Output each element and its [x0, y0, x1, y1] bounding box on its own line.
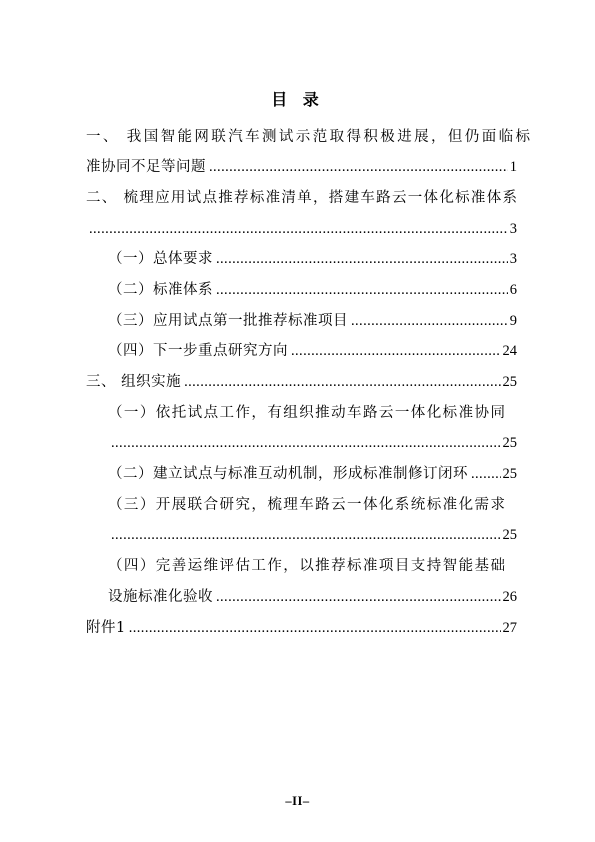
toc-entry-text: （二）标准体系 [108, 281, 213, 298]
dot-leader [351, 306, 508, 337]
table-of-contents [86, 122, 530, 644]
toc-page-number: 24 [502, 343, 517, 360]
toc-page-number: 25 [502, 527, 517, 544]
toc-page-number: 26 [502, 588, 517, 605]
dot-leader [89, 214, 508, 245]
dot-leader [209, 152, 508, 183]
toc-page-number: 27 [502, 619, 517, 636]
toc-entry-text: （四）完善运维评估工作，以推荐标准项目支持智能基础 [108, 558, 505, 575]
toc-entry-12 [86, 613, 517, 644]
toc-page-number: 3 [509, 220, 517, 237]
page-number-footer: –II– [285, 794, 310, 808]
dot-leader [291, 336, 501, 367]
toc-page-number: 9 [509, 312, 517, 329]
dot-leader [111, 520, 501, 551]
toc-entry-text: 二、 梳理应用试点推荐标准清单，搭建车路云一体化标准体系 [86, 189, 517, 206]
toc-entry-text-continued: 设施标准化验收 [108, 588, 213, 605]
toc-entry-text: （四）下一步重点研究方向 [108, 343, 288, 360]
toc-page-number: 25 [502, 466, 517, 483]
dot-leader [111, 428, 501, 459]
toc-entry-9 [86, 459, 517, 490]
toc-entry-3 [86, 244, 517, 275]
toc-page-number: 25 [502, 435, 517, 452]
dot-leader [216, 244, 508, 275]
toc-entry-text: 三、 组织实施 [86, 374, 182, 390]
toc-entry-text: （三）应用试点第一批推荐标准项目 [108, 312, 348, 329]
toc-entry-11 [86, 551, 517, 612]
toc-page-number: 6 [509, 281, 517, 298]
dot-leader [216, 275, 508, 306]
toc-entry-8 [86, 398, 517, 459]
toc-page-number: 3 [509, 251, 517, 268]
dot-leader [216, 582, 501, 613]
toc-entry-10 [86, 490, 517, 551]
toc-entry-text: （一）总体要求 [108, 251, 213, 268]
toc-entry-5 [86, 306, 517, 337]
toc-entry-text-continued: 准协同不足等问题 [86, 159, 206, 176]
toc-page-number: 25 [502, 374, 517, 390]
toc-entry-4 [86, 275, 517, 306]
toc-page-number: 1 [509, 159, 517, 176]
toc-entry-text: （三）开展联合研究，梳理车路云一体化系统标准化需求 [108, 496, 505, 513]
toc-entry-1 [86, 122, 530, 183]
dot-leader [129, 613, 501, 644]
toc-entry-6 [86, 336, 517, 367]
dot-leader [184, 367, 500, 398]
toc-entry-text: 一、 我国智能网联汽车测试示范取得积极进展，但仍面临标 [86, 128, 530, 145]
toc-entry-7 [86, 367, 517, 398]
toc-entry-2 [86, 183, 517, 244]
dot-leader [471, 459, 501, 490]
page-title: 目 录 [271, 90, 324, 109]
toc-entry-text: （二）建立试点与标准互动机制，形成标准制修订闭环 [108, 466, 468, 483]
toc-entry-text: （一）依托试点工作，有组织推动车路云一体化标准协同 [108, 404, 505, 421]
toc-entry-text: 附件1 [86, 619, 126, 636]
